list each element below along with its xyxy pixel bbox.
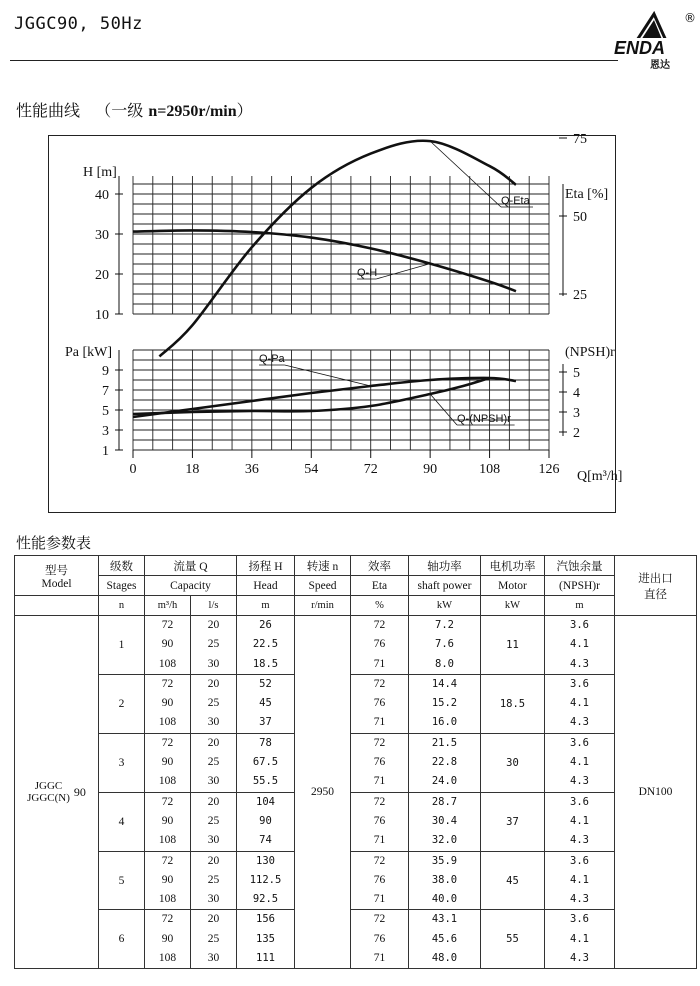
eta-axis-label: Eta [%] — [565, 187, 609, 202]
flow-m3h-cell: 72 90 108 — [145, 616, 191, 675]
model-num: 90 — [73, 784, 86, 799]
x-tick-label: 72 — [363, 462, 378, 477]
table-row — [15, 674, 697, 733]
hd-flow-unit1: m³/h — [145, 596, 191, 616]
hd-model: 型号 Model — [15, 556, 99, 596]
npsh-axis-label: (NPSH)r — [565, 345, 615, 360]
eta-tick-label: 25 — [573, 288, 587, 303]
curve-leader-q-eta — [430, 141, 501, 207]
shaft-cell: 28.7 30.4 32.0 — [409, 792, 481, 851]
pa-axis-label: Pa [kW] — [65, 345, 113, 360]
h-tick-label: 20 — [95, 268, 109, 283]
stage-cell: 3 — [99, 733, 145, 792]
head-cell: 52 45 37 — [237, 674, 295, 733]
brand-cn: 恩达 — [650, 60, 670, 71]
h-axis-label: H [m] — [83, 165, 117, 180]
hd-head-unit: m — [237, 596, 295, 616]
pa-tick-label: 7 — [102, 384, 109, 399]
npsh-cell: 3.6 4.1 4.3 — [545, 674, 615, 733]
x-tick-label: 18 — [185, 462, 200, 477]
hd-shaft-en: shaft power — [409, 576, 481, 596]
x-tick-label: 54 — [304, 462, 319, 477]
svg-text:ENDA: ENDA — [614, 38, 666, 58]
flow-m3h-cell: 72 90 108 — [145, 733, 191, 792]
flow-m3h-cell: 72 90 108 — [145, 792, 191, 851]
h-tick-label: 30 — [95, 228, 109, 243]
pa-tick-label: 1 — [102, 444, 109, 459]
stage-cell: 2 — [99, 674, 145, 733]
hd-head-cn: 扬程 H — [237, 556, 295, 576]
head-cell: 78 67.5 55.5 — [237, 733, 295, 792]
hd-stages-unit: n — [99, 596, 145, 616]
hd-speed-unit: r/min — [295, 596, 351, 616]
eta-cell: 72 76 71 — [351, 910, 409, 969]
hd-stages-cn: 级数 — [99, 556, 145, 576]
shaft-cell: 43.1 45.6 48.0 — [409, 910, 481, 969]
head-cell: 104 90 74 — [237, 792, 295, 851]
hd-motor-unit: kW — [481, 596, 545, 616]
hd-port: 进出口 直径 — [615, 556, 697, 616]
stage-cell: 4 — [99, 792, 145, 851]
chart-frame — [48, 132, 623, 513]
model-title: JGGC90, 50Hz — [14, 14, 143, 34]
hd-eta-en: Eta — [351, 576, 409, 596]
pa-tick-label: 9 — [102, 364, 109, 379]
hd-flow-en: Capacity — [145, 576, 237, 596]
speed-cell: 2950 — [295, 616, 351, 969]
eta-cell: 72 76 71 — [351, 674, 409, 733]
npsh-cell: 3.6 4.1 4.3 — [545, 733, 615, 792]
flow-m3h-cell: 72 90 108 — [145, 851, 191, 910]
eta-cell: 72 76 71 — [351, 851, 409, 910]
h-tick-label: 40 — [95, 188, 109, 203]
table-row — [15, 733, 697, 792]
hd-eta-cn: 效率 — [351, 556, 409, 576]
curve-label-q-h: Q-H — [357, 267, 378, 279]
eta-tick-label: 75 — [573, 132, 587, 147]
hd-model-blank — [15, 596, 99, 616]
npsh-cell: 3.6 4.1 4.3 — [545, 910, 615, 969]
model-line2: JGGC(N) — [27, 792, 70, 805]
curve-label-q-eta: Q-Eta — [501, 195, 530, 207]
hd-flow-cn: 流量 Q — [145, 556, 237, 576]
eta-cell: 72 76 71 — [351, 616, 409, 675]
model-cell — [15, 616, 99, 969]
npsh-tick-label: 4 — [573, 386, 580, 401]
header-rule — [10, 60, 618, 61]
eta-tick-label: 50 — [573, 210, 587, 225]
hd-shaft-cn: 轴功率 — [409, 556, 481, 576]
hd-npsh-unit: m — [545, 596, 615, 616]
npsh-cell: 3.6 4.1 4.3 — [545, 792, 615, 851]
motor-cell: 55 — [481, 910, 545, 969]
curve-q-eta — [159, 141, 516, 357]
hd-npsh-en: (NPSH)r — [545, 576, 615, 596]
hd-stages-en: Stages — [99, 576, 145, 596]
eta-cell: 72 76 71 — [351, 792, 409, 851]
pa-tick-label: 3 — [102, 424, 109, 439]
flow-ls-cell: 20 25 30 — [191, 851, 237, 910]
x-tick-label: 36 — [244, 462, 259, 477]
flow-ls-cell: 20 25 30 — [191, 733, 237, 792]
table-row — [15, 910, 697, 969]
hd-eta-unit: % — [351, 596, 409, 616]
head-cell: 26 22.5 18.5 — [237, 616, 295, 675]
motor-cell: 30 — [481, 733, 545, 792]
npsh-tick-label: 2 — [573, 426, 580, 441]
motor-cell: 45 — [481, 851, 545, 910]
x-tick-label: 0 — [129, 462, 137, 477]
npsh-cell: 3.6 4.1 4.3 — [545, 616, 615, 675]
enda-logo — [610, 8, 696, 72]
hd-npsh-cn: 汽蚀余量 — [545, 556, 615, 576]
x-tick-label: 90 — [423, 462, 438, 477]
npsh-cell: 3.6 4.1 4.3 — [545, 851, 615, 910]
npsh-tick-label: 5 — [573, 366, 580, 381]
motor-cell: 18.5 — [481, 674, 545, 733]
flow-m3h-cell: 72 90 108 — [145, 910, 191, 969]
hd-motor-en: Motor — [481, 576, 545, 596]
registered-mark: ® — [684, 11, 696, 25]
x-tick-label: 126 — [538, 462, 560, 477]
table-section-title: 性能参数表 — [16, 534, 92, 552]
curve-leader-q-h — [376, 264, 430, 279]
curve-leader-q-pa — [285, 365, 371, 386]
x-tick-label: 108 — [479, 462, 501, 477]
motor-cell: 11 — [481, 616, 545, 675]
hd-head-en: Head — [237, 576, 295, 596]
port-cell: DN100 — [615, 616, 697, 969]
stage-cell: 1 — [99, 616, 145, 675]
flow-ls-cell: 20 25 30 — [191, 910, 237, 969]
hd-motor-cn: 电机功率 — [481, 556, 545, 576]
table-row — [15, 792, 697, 851]
x-axis-label: Q[m³/h] — [577, 469, 623, 484]
stage-cell: 6 — [99, 910, 145, 969]
hd-speed-en: Speed — [295, 576, 351, 596]
head-cell: 130 112.5 92.5 — [237, 851, 295, 910]
flow-ls-cell: 20 25 30 — [191, 792, 237, 851]
shaft-cell: 21.5 22.8 24.0 — [409, 733, 481, 792]
shaft-cell: 7.2 7.6 8.0 — [409, 616, 481, 675]
head-cell: 156 135 111 — [237, 910, 295, 969]
curve-q-h — [133, 230, 516, 291]
model-line1: JGGC — [34, 780, 63, 793]
curve-label-q-npsh-r: Q-(NPSH)r — [457, 413, 511, 425]
pa-tick-label: 5 — [102, 404, 109, 419]
hd-speed-cn: 转速 n — [295, 556, 351, 576]
flow-m3h-cell: 72 90 108 — [145, 674, 191, 733]
spec-table — [14, 555, 697, 969]
motor-cell: 37 — [481, 792, 545, 851]
eta-cell: 72 76 71 — [351, 733, 409, 792]
flow-ls-cell: 20 25 30 — [191, 674, 237, 733]
flow-ls-cell: 20 25 30 — [191, 616, 237, 675]
shaft-cell: 35.9 38.0 40.0 — [409, 851, 481, 910]
shaft-cell: 14.4 15.2 16.0 — [409, 674, 481, 733]
table-row — [15, 616, 697, 675]
hd-shaft-unit: kW — [409, 596, 481, 616]
curve-label-q-pa: Q-Pa — [259, 353, 285, 365]
hd-flow-unit2: l/s — [191, 596, 237, 616]
npsh-tick-label: 3 — [573, 406, 580, 421]
curve-section-title: 性能曲线 （一级 n=2950r/min） — [16, 101, 253, 120]
table-row — [15, 851, 697, 910]
h-tick-label: 10 — [95, 308, 109, 323]
stage-cell: 5 — [99, 851, 145, 910]
performance-chart — [49, 132, 623, 512]
